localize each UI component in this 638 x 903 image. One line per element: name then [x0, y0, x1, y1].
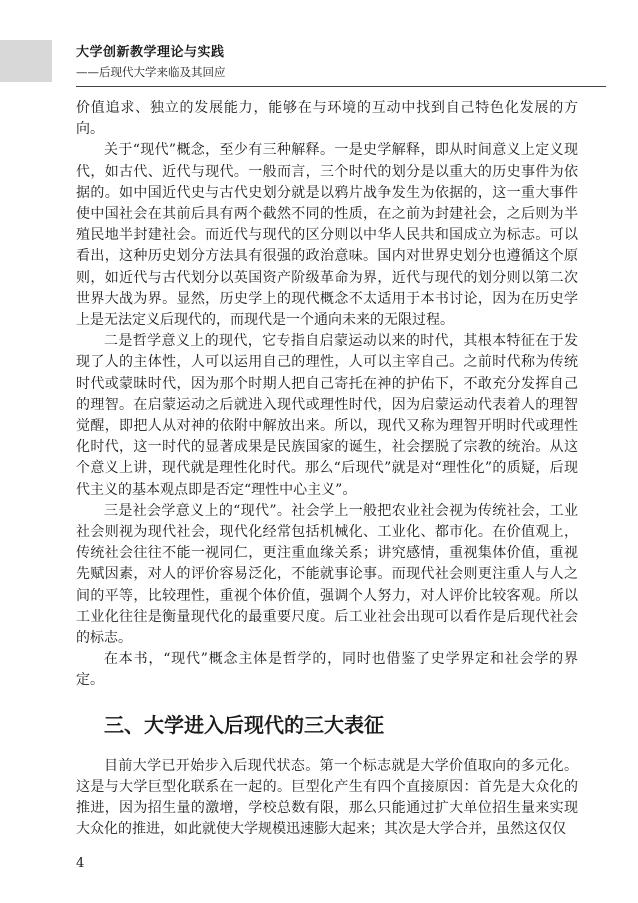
- body-paragraph: 价值追求、独立的发展能力，能够在与环境的互动中找到自己特色化发展的方向。: [76, 100, 578, 138]
- body-paragraph: 二是哲学意义上的现代，它专指自启蒙运动以来的时代，其根本特征在于发现了人的主体性，人可以运用自己的理性，人可以主宰自己。之前时代称为传统时代或蒙昧时代，因为那个时期人把自己寄托在神的护佑下，不敢充分发挥自己的理智。在启蒙运动之后就进入现代或理性时代，因为启蒙运动代表着人的理智觉醒，即把人从对神的依附中解放出来。所以，现代又称为理智开明时代或理性化时代，这一时代的显著成果是民族国家的诞生，社会摆脱了宗教的统治。从这个意义上讲，现代就是理性化时代。那么“后现代”就是对“理性化”的质疑，后现代主义的基本观点即是否定“理性中心主义”。: [76, 333, 578, 498]
- body-paragraph: 目前大学已开始步入后现代状态。第一个标志就是大学价值取向的多元化。这是与大学巨型化联系在一起的。巨型化产生有四个直接原因：首先是大众化的推进，因为招生量的激增，学校总数有限，那么只能通过扩大单位招生量来实现大众化的推进，如此就使大学规模迅速膨大起来；其次是大学合并，虽然这仅仅: [76, 757, 578, 838]
- page-number: 4: [76, 856, 85, 871]
- body-paragraph: 关于“现代”概念，至少有三种解释。一是史学解释，即从时间意义上定义现代，如古代、近代与现代。一般而言，三个时代的划分是以重大的历史事件为依据的。如中国近代史与古代史划分就是以鸦片战争发生为依据的，这一重大事件使中国社会在其前后具有两个截然不同的性质，在之前为封建社会，之后则为半殖民地半封建社会。而近代与现代的区分则以中华人民共和国成立为标志。可以看出，这种历史划分方法具有很强的政治意味。国内对世界史划分也遵循这个原则，如近代与古代划分以英国资产阶级革命为界，近代与现代的划分则以第二次世界大战为界。显然，历史学上的现代概念不太适用于本书讨论，因为在历史学上是无法定义后现代的，而现代是一个通向未来的无限过程。: [76, 142, 578, 329]
- corner-tab-decoration: [0, 40, 52, 82]
- running-head: [76, 44, 226, 81]
- page-body: [76, 98, 578, 841]
- book-subtitle: ——后现代大学来临及其回应: [76, 65, 226, 79]
- body-paragraph: 三是社会学意义上的“现代”。社会学上一般把农业社会视为传统社会，工业社会则视为现代社会，现代化经常包括机械化、工业化、都市化。在价值观上，传统社会往往不能一视同仁，更注重血缘关系；讲究感情，重视集体价值，重视先赋因素，对人的评价容易泛化，不能就事论事。而现代社会则更注重人与人之间的平等，比较理性，重视个体价值，强调个人努力，对人评价比较客观。所以工业化往往是衡量现代化的最重要尺度。后工业社会出现可以看作是后现代社会的标志。: [76, 502, 578, 647]
- section-heading: 三、大学进入后现代的三大表征: [104, 712, 384, 737]
- body-paragraph: 在本书，“现代”概念主体是哲学的，同时也借鉴了史学界定和社会学的界定。: [76, 651, 578, 689]
- book-title: 大学创新教学理论与实践: [76, 45, 225, 60]
- header-divider: [76, 86, 606, 87]
